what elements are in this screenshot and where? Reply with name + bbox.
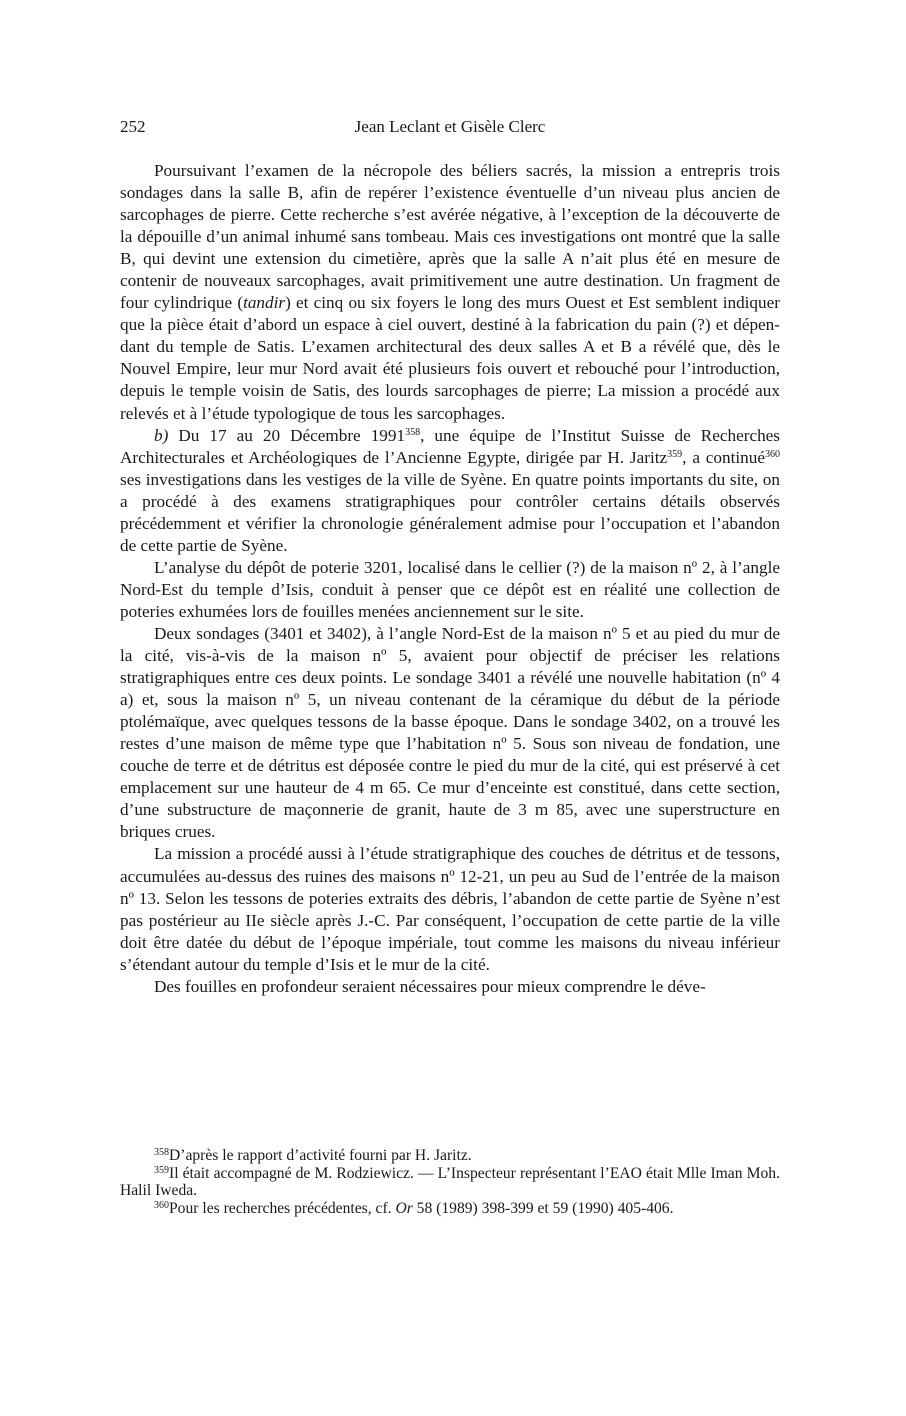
page-header [120, 117, 780, 139]
footnote-number: 359 [154, 1164, 169, 1176]
paragraph-5: La mission a procédé aussi à l’étude stratigraphique des couches de détritus et de tessons, accumulées au-dessus des ruines des maisons nº 12-21, un peu au Sud de l’entrée de la maison nº 13. Selon les tessons de poteries extraits des débris, l’abandon de cette partie de Syène n’est pas postérieur au IIe siècle après J.-C. Par conséquent, l’occupation de cette partie de la ville doit être datée du début de l’époque impériale, tout comme les maisons du niveau inférieur s’étendant autour du temple d’Isis et le mur de la cité. [120, 844, 780, 974]
footnote-text: 58 (1989) 398-399 et 59 (1990) 405-406. [412, 1199, 674, 1217]
footnote-360 [120, 1200, 780, 1218]
journal-abbrev: Or [395, 1199, 413, 1217]
section-label: b) [154, 425, 169, 445]
footnote-text: Il était accompagné de M. Rodziewicz. — L’Inspecteur représentant l’EAO était Mlle Iman Moh. Halil Iweda. [120, 1164, 780, 1199]
footnote-359 [120, 1165, 780, 1200]
paragraph-text: , une équipe de l’Institut Suisse de Recherches Architecturales et Archéologiques de l’Ancienne Egypte, dirigée par H. Jaritz [120, 425, 780, 467]
paragraph-1: Poursuivant l’examen de la nécropole des béliers sacrés, la mission a entrepris trois sondages dans la salle B, afin de repérer l’existence éventuelle d’un niveau plus ancien de sarcophages de pierre. Cette recherche s’est avérée négative, à l’exception de la découverte de la dépouille d’un animal inhumé sans tombeau. Mais ces investigations ont montré que la salle B, qui devint une extension du cimetière, après que la salle A n’ait plus été en mesure de contenir de nouveaux sarcophages, avait primitivement une autre destination. Un fragment de four cylindrique (tandir) et cinq ou six foyers le long des murs Ouest et Est semblent indiquer que la pièce était d’abord un espace à ciel ouvert, destiné à la fabrication du pain (?) et dépendant du temple de Satis. L’examen architectural des deux salles A et B a révélé que, dès le Nouvel Empire, leur mur Nord avait été plusieurs fois ouvert et rebouché pour l’introduction, depuis le temple voisin de Satis, des lourds sarcophages de pierre; La mission a procédé aux relevés et à l’étude typologique de tous les sarcophages. [120, 161, 780, 423]
paragraph-text: Poursuivant l’examen de la nécropole des béliers sacrés, la mission a entrepris trois sondages dans la salle B, afin de repérer l’existence éventuelle d’un niveau plus ancien de sarcophages de pierre. Cette recherche s’est avérée négative, à l’exception de la découverte de la dépouille d’un animal inhumé sans tombeau. Mais ces investigations ont montré que la salle B, qui devint une extension du cimetière, après que la salle A n’ait plus été en mesure de contenir de nouveaux sarcophages, avait primitivement une autre destination. Un fragment de four cylindrique [120, 161, 780, 313]
paragraph-text: , a continué [682, 447, 765, 467]
footnote-ref-360[interactable]: 360 [765, 448, 780, 460]
footnotes [120, 1147, 780, 1217]
footnote-number: 360 [154, 1199, 169, 1211]
paragraph-3: L’analyse du dépôt de poterie 3201, localisé dans le cellier (?) de la maison nº 2, à l’angle Nord-Est du temple d’Isis, conduit à penser que ce dépôt est en réalité une collection de poteries exhumées lors de fouilles menées anciennement sur le site. [120, 557, 780, 621]
footnote-358 [120, 1147, 780, 1165]
footnote-text: D’après le rapport d’activité fourni par H. Jaritz. [169, 1147, 472, 1164]
italic-term: tandir [243, 293, 286, 313]
footnote-ref-358[interactable]: 358 [405, 426, 421, 438]
running-title: Jean Leclant et Gisèle Clerc [354, 117, 546, 136]
page-number: 252 [120, 117, 146, 136]
footnote-number: 358 [154, 1147, 169, 1158]
paragraph-6: Des fouilles en profondeur seraient nécessaires pour mieux comprendre le déve- [154, 976, 706, 996]
footnote-text: Pour les recherches précédentes, cf. [169, 1199, 396, 1217]
paragraph-4: Deux sondages (3401 et 3402), à l’angle Nord-Est de la maison nº 5 et au pied du mur de la cité, vis-à-vis de la maison nº 5, avaient pour objectif de préciser les relations stratigraphiques entre ces deux points. Le sondage 3401 a révélé une nouvelle habitation (nº 4 a) et, sous la maison nº 5, un niveau contenant de la céramique du début de la période ptolémaïque, avec quelques tessons de la basse époque. Dans le sondage 3402, on a trouvé les restes d’une maison de même type que l’habitation nº 5. Sous son niveau de fondation, une couche de terre et de détritus est déposée contre le pied du mur de la cité, qui est préservé à cet emplacement sur une hauteur de 4 m 65. Ce mur d’enceinte est constitué, dans cette section, d’une substructure de maçonnerie de granit, haute de 3 m 85, avec une superstructure en briques crues. [120, 623, 780, 842]
paragraph-2 [120, 425, 780, 557]
body-text [120, 160, 780, 998]
paragraph-text: et cinq ou six foyers le long des murs Ouest et Est semblent indiquer que la pièce était d’abord un espace à ciel ouvert, destiné à la fabrication du pain (?) et dépendant du temple de Satis. L’examen architectural des deux salles A et B a révélé que, dès le Nouvel Empire, leur mur Nord avait été plusieurs fois ouvert et rebouché pour l’introduction, depuis le temple voisin de Satis, des lourds sarcophages de pierre; La mission a procédé aux relevés et à l’étude typologique de tous les sarcophages. [120, 293, 780, 423]
paragraph-text: Du 17 au 20 Décembre 1991 [168, 425, 406, 445]
footnote-ref-359[interactable]: 359 [667, 448, 683, 460]
paragraph-text: ses investigations dans les vestiges de la ville de Syène. En quatre points importants du site, on a procédé à des examens stratigraphiques pour contrôler certains détails observés précédemment et vérifier la chronologie généralement admise pour l’occupation et l’abandon de cette partie de Syène. [120, 469, 780, 555]
